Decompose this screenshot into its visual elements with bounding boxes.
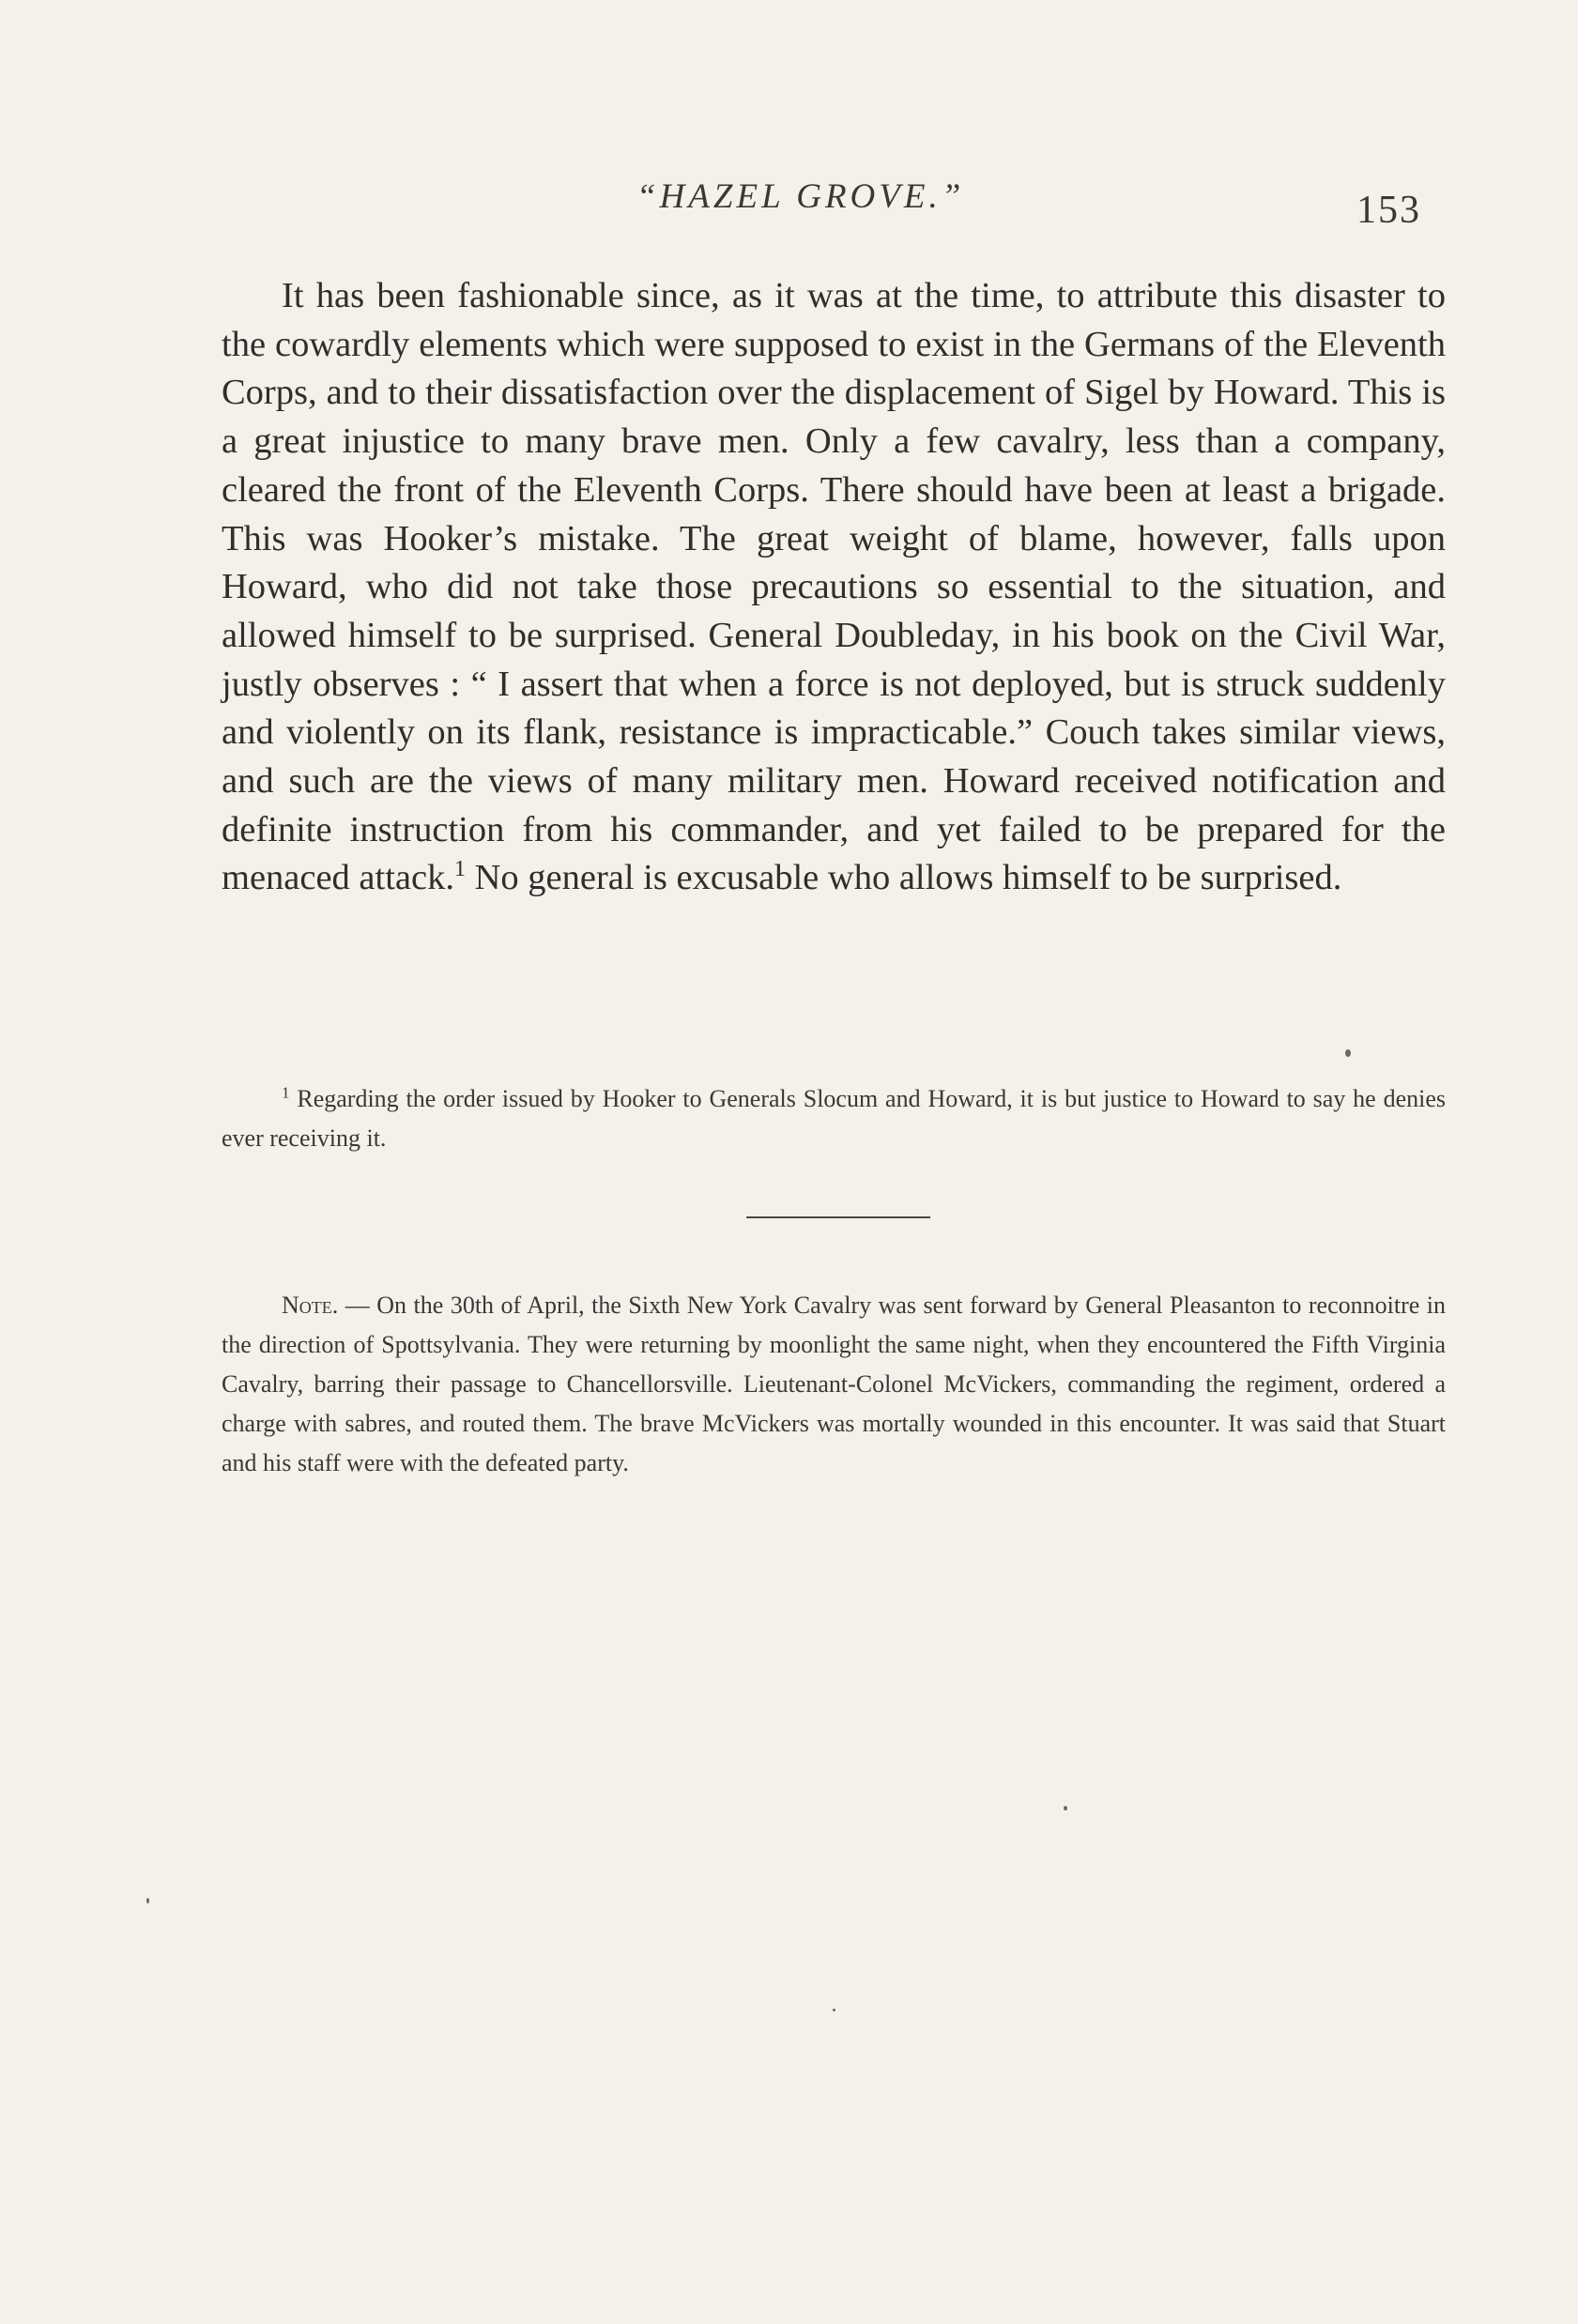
paper-speck: [1064, 1806, 1067, 1811]
closing-sentence: No general is excusable who allows himself to be surprised.: [474, 858, 1342, 898]
footnote-text: Regarding the order issued by Hooker to Generals Slocum and Howard, it is but justice to Howard to say he denies ever receiving it.: [222, 1085, 1446, 1152]
footnote-reference: 1: [453, 857, 466, 882]
paper-speck: [833, 2009, 835, 2011]
paper-speck: [146, 1898, 149, 1904]
note-dash: —: [338, 1292, 377, 1319]
note-paragraph: [222, 1286, 1446, 1483]
section-divider: [746, 1216, 930, 1218]
main-paragraph: [222, 272, 1446, 903]
running-title: “HAZEL GROVE.”: [636, 177, 965, 216]
note-text: On the 30th of April, the Sixth New York Cavalry was sent forward by General Pleasanton to reconnoitre in the direction of Spottsylvania. They were returning by moonlight the same night, when they encountered the Fifth Virginia Cavalry, barring their passage to Chancellorsville. Lieutenant-Colonel McVickers, commanding the regiment, ordered a charge with sabres, and routed them. The brave McVickers was mortally wounded in this encounter. It was said that Stuart and his staff were with the defeated party.: [222, 1292, 1447, 1476]
note-label: Note.: [282, 1292, 339, 1319]
page-number: 153: [1356, 189, 1421, 232]
footnote: [222, 1079, 1446, 1158]
paragraph-text: It has been fashionable since, as it was at the time, to attribute this disaster to the cowardly elements which were supposed to exist in the Germans of the Eleventh Corps, and to their dissatisfaction over the displacement of Sigel by Howard. This is a great injustice to many brave men. Only a few cavalry, less than a company, cleared the front of the Eleventh Corps. There should have been at least a brigade. This was Hooker’s mistake. The great weight of blame, however, falls upon Howard, who did not take those precautions so essential to the situation, and allowed himself to be surprised. General Doubleday, in his book on the Civil War, justly observes : “ I assert that when a force is not deployed, but is struck suddenly and violently on its flank, resistance is impracticable.” Couch takes similar views, and such are the views of many military men. Howard received notification and definite instruction from his commander, and yet failed to be prepared for the menaced attack.: [222, 276, 1446, 898]
footnote-marker: 1: [282, 1083, 290, 1102]
paper-speck: [1345, 1049, 1351, 1057]
